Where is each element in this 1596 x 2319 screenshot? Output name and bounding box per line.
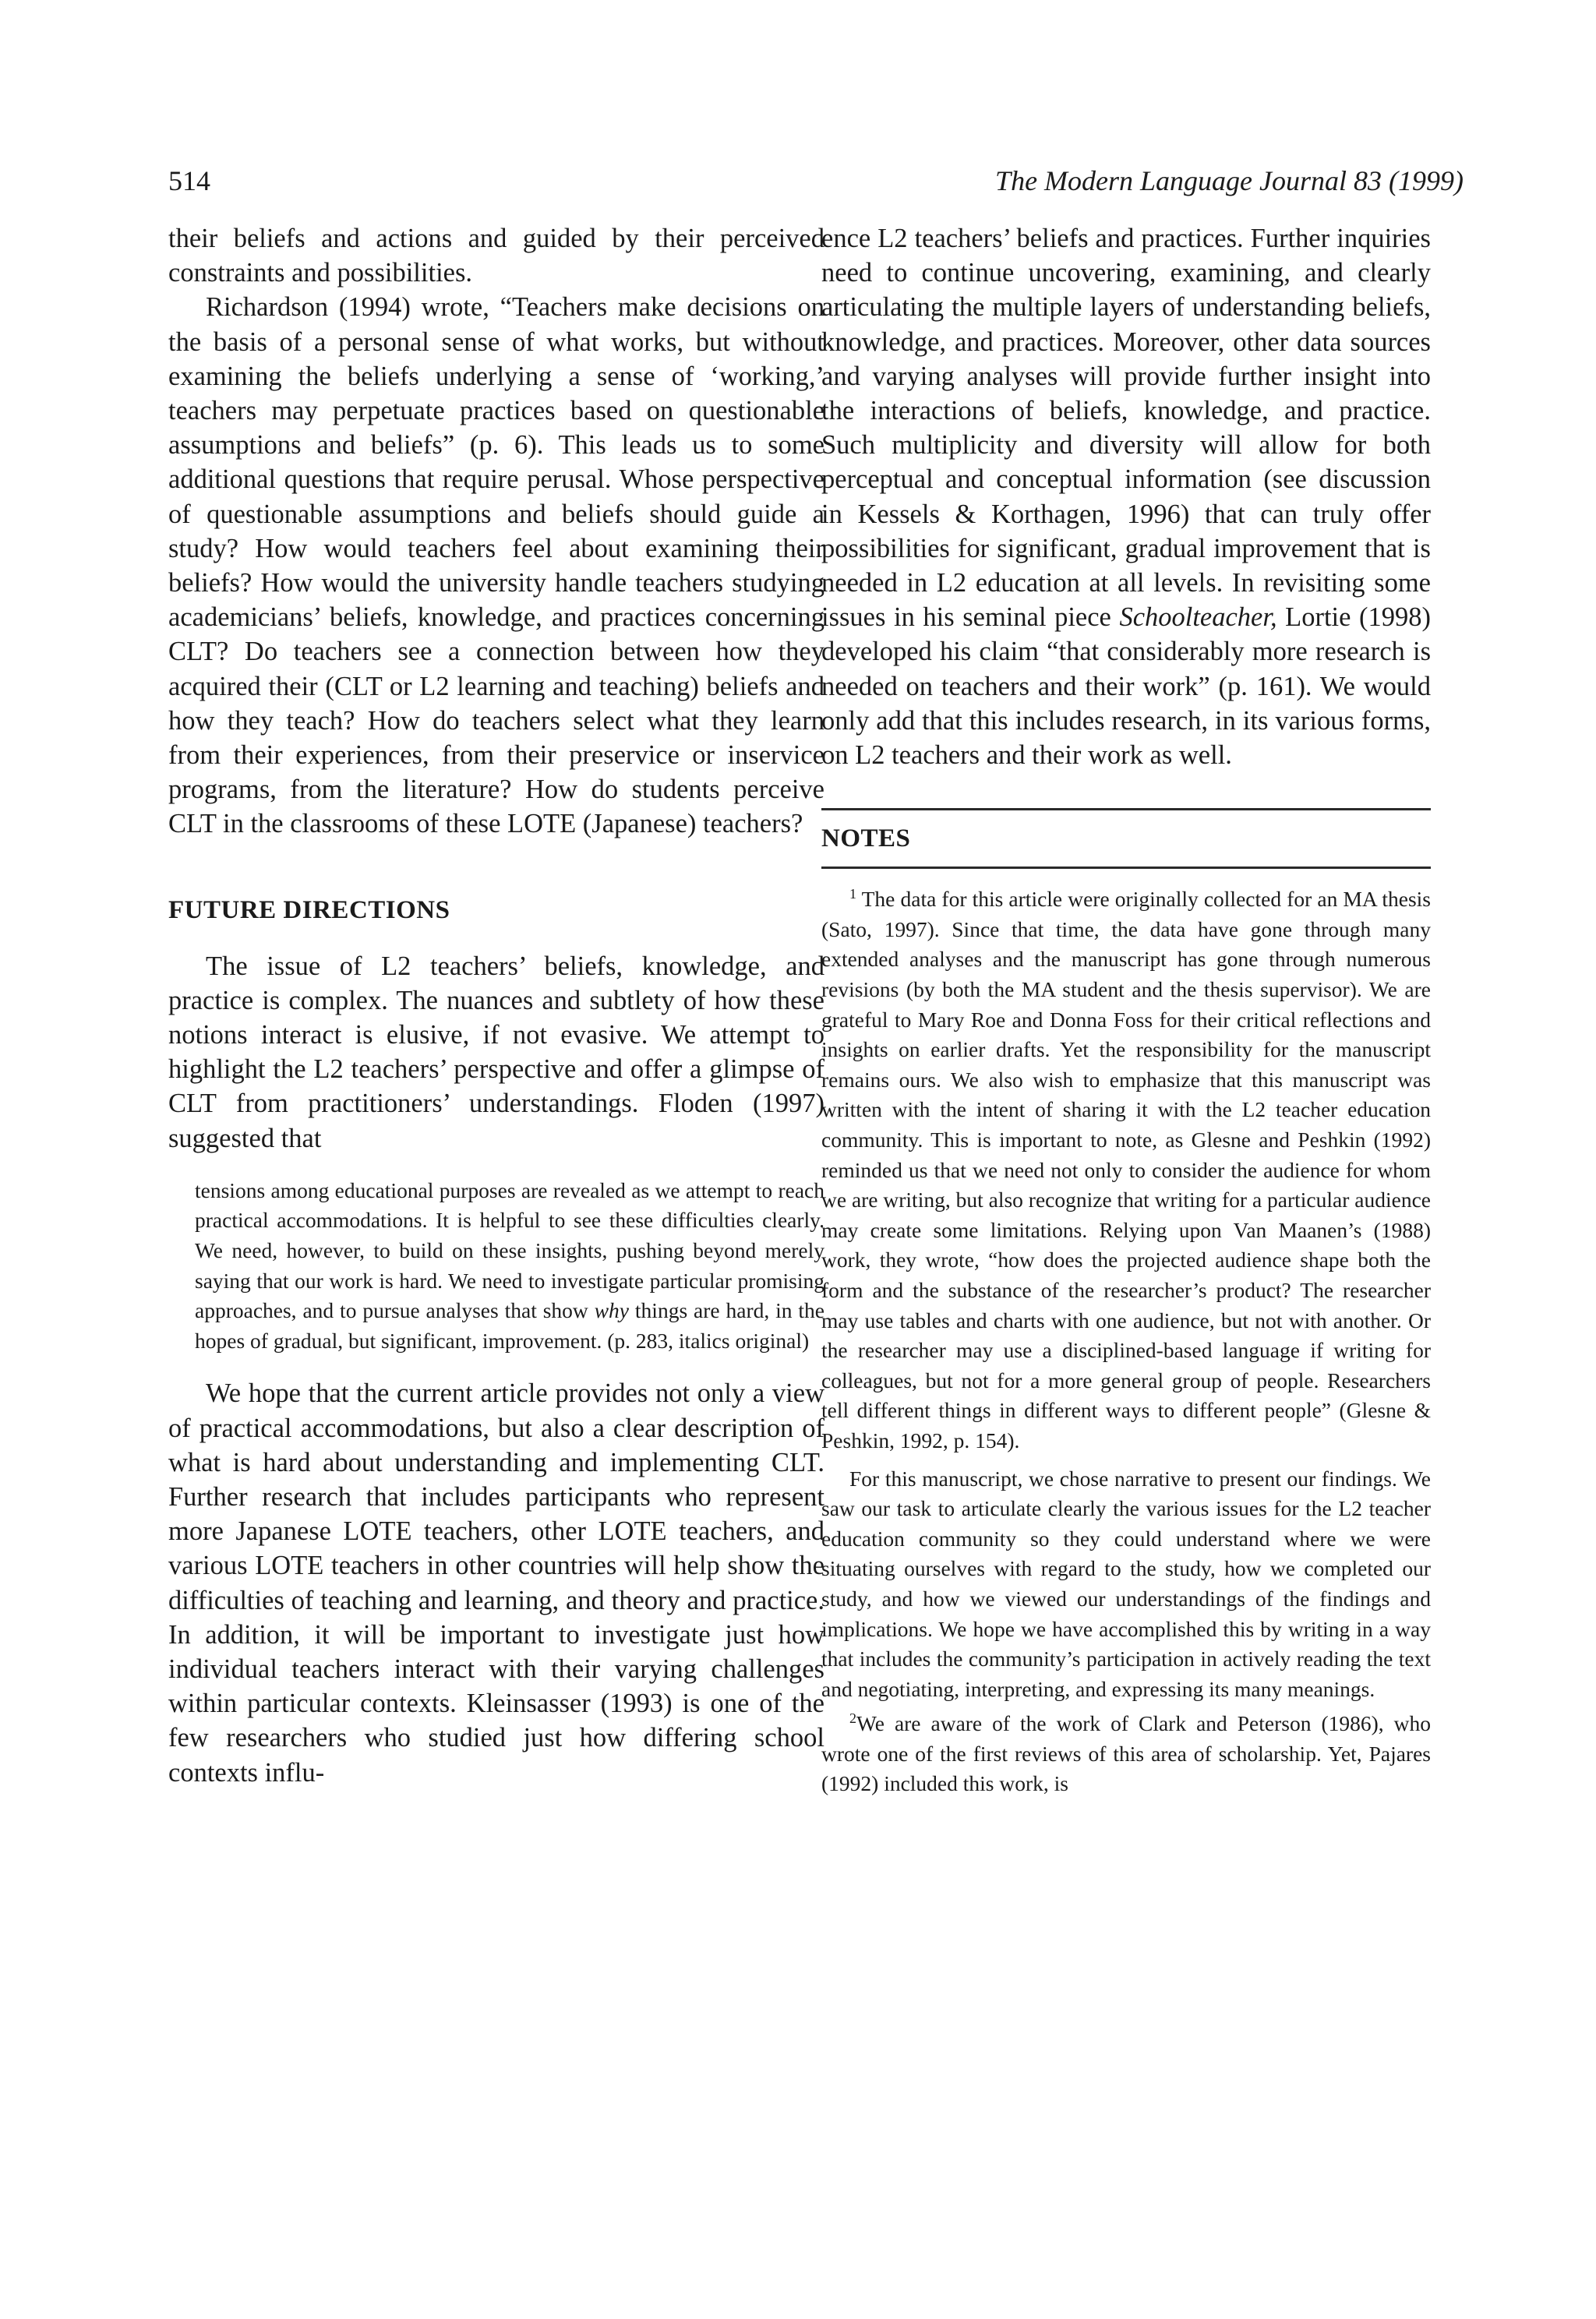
paragraph-issue: The issue of L2 teachers’ beliefs, knowledge, and practice is complex. The nuances and subtlety of how these notions interact is elusive, if not evasive. We attempt to highlight the L2 teachers’ perspective and offer a glimpse of CLT from practitioners’ understandings. Floden (1997) suggested that	[168, 951, 824, 1153]
left-column	[168, 221, 824, 1790]
note-1-marker: 1	[849, 886, 856, 902]
section-heading-future-directions: FUTURE DIRECTIONS	[168, 895, 450, 924]
quote-text-start: tensions among educational purposes are revealed as we attempt to reach practical accommodations. It is helpful to see these difficulties clearly. We need, however, to build on these insights, pushing beyond merely saying that our work is hard. We need to investigate particular promising approaches, and to pursue analyses that show	[195, 1177, 824, 1323]
note-2-text: We are aware of the work of Clark and Peterson (1986), who wrote one of the first reviews of this area of scholarship. Yet, Pajares (1992) included this work, is	[821, 1711, 1431, 1796]
paragraph-continuation-right	[821, 221, 1431, 772]
continuation-text-end: Lortie (1998) developed his claim “that considerably more research is needed on teachers and their work” (p. 161). We would only add that this includes research, in its various forms, on L2 teachers and their work as well.	[821, 602, 1431, 771]
block-quote-floden	[195, 1176, 824, 1357]
note-1-paragraph-2: For this manuscript, we chose narrative to present our findings. We saw our task to articulate clearly the various issues for the L2 teacher education community so they could understand where we were situating ourselves with regard to the study, how we completed our study, and how we viewed our understandings of the findings and implications. We hope we have accomplished this by writing in a way that includes the community’s participation in actively reading the text and negotiating, interpreting, and expressing its many meanings.	[821, 1466, 1431, 1701]
note-2	[821, 1709, 1431, 1799]
note-1-text: The data for this article were originally collected for an MA thesis (Sato, 1997). Since that time, the data have gone through many extended analyses and the manuscript has gone through numerous revisions (by both the MA student and the thesis supervisor). We are grateful to Mary Roe and Donna Foss for their critical reflections and insights on earlier drafts. Yet the responsibility for the manuscript remains ours. We also wish to emphasize that this manuscript was written with the intent of sharing it with the L2 teacher education community. This is important to note, as Glesne and Peshkin (1992) reminded us that we need not only to consider the audience for whom we are writing, but also recognize that writing for a particular audience may create some limitations. Relying upon Van Maanen’s (1988) work, they wrote, “how does the projected audience shape both the form and the substance of the researcher’s product? The researcher may use tables and charts with one audience, but not with another. Or the researcher may use a disciplined-based language if writing for colleagues, but not for a more general group of people. Researchers tell different things in different ways to different people” (Glesne & Peshkin, 1992, p. 154).	[821, 887, 1431, 1452]
continuation-text-start: ence L2 teachers’ beliefs and practices. Further inquiries need to continue uncovering, examining, and clearly articulating the multiple layers of understanding beliefs, knowledge, and practices. Moreover, other data sources and varying analyses will provide further insight into the interactions of beliefs, knowledge, and practice. Such multiplicity and diversity will allow for both perceptual and conceptual information (see discussion in Kessels & Korthagen, 1996) that can truly offer possibilities for significant, gradual improvement that is needed in L2 education at all levels. In revisiting some issues in his seminal piece	[821, 224, 1431, 633]
paragraph-hope: We hope that the current article provides not only a view of practical accommodations, but also a clear description of what is hard about understanding and implementing CLT. Further research that includes participants who represent more Japanese LOTE teachers, other LOTE teachers, and various LOTE teachers in other countries will help show the difficulties of teaching and learning, and theory and practice. In addition, it will be important to investigate just how individual teachers interact with their varying challenges within particular contexts. Kleinsasser (1993) is one of the few researchers who studied just how differing school contexts influ-	[168, 1378, 824, 1788]
paragraph-continuation: their beliefs and actions and guided by their perceived constraints and possibilities.	[168, 224, 824, 288]
note-2-marker: 2	[849, 1710, 856, 1727]
note-1	[821, 884, 1431, 1456]
journal-running-head: The Modern Language Journal 83 (1999)	[995, 165, 1464, 196]
notes-heading: NOTES	[821, 824, 911, 853]
paragraph-richardson: Richardson (1994) wrote, “Teachers make decisions on the basis of a personal sense of what works, but without examining the beliefs underlying a sense of ‘working,’ teachers may perpetuate practices based on questionable assumptions and beliefs” (p. 6). This leads us to some additional questions that require perusal. Whose perspective of questionable assumptions and beliefs should guide a study? How would teachers feel about examining their beliefs? How would the university handle teachers studying academicians’ beliefs, knowledge, and practices concerning CLT? Do teachers see a connection between how they acquired their (CLT or L2 learning and teaching) beliefs and how they teach? How do teachers select what they learn from their experiences, from their preservice or inservice programs, from the literature? How do students perceive CLT in the classrooms of these LOTE (Japanese) teachers?	[168, 292, 824, 839]
quote-text-end: things are hard, in the hopes of gradual, but significant, improvement. (p. 283, italics original)	[195, 1298, 825, 1353]
page-number: 514	[168, 165, 210, 196]
quote-emphasis-why: why	[594, 1298, 630, 1323]
right-column	[821, 221, 1431, 1799]
book-title-schoolteacher: Schoolteacher,	[1119, 602, 1277, 633]
